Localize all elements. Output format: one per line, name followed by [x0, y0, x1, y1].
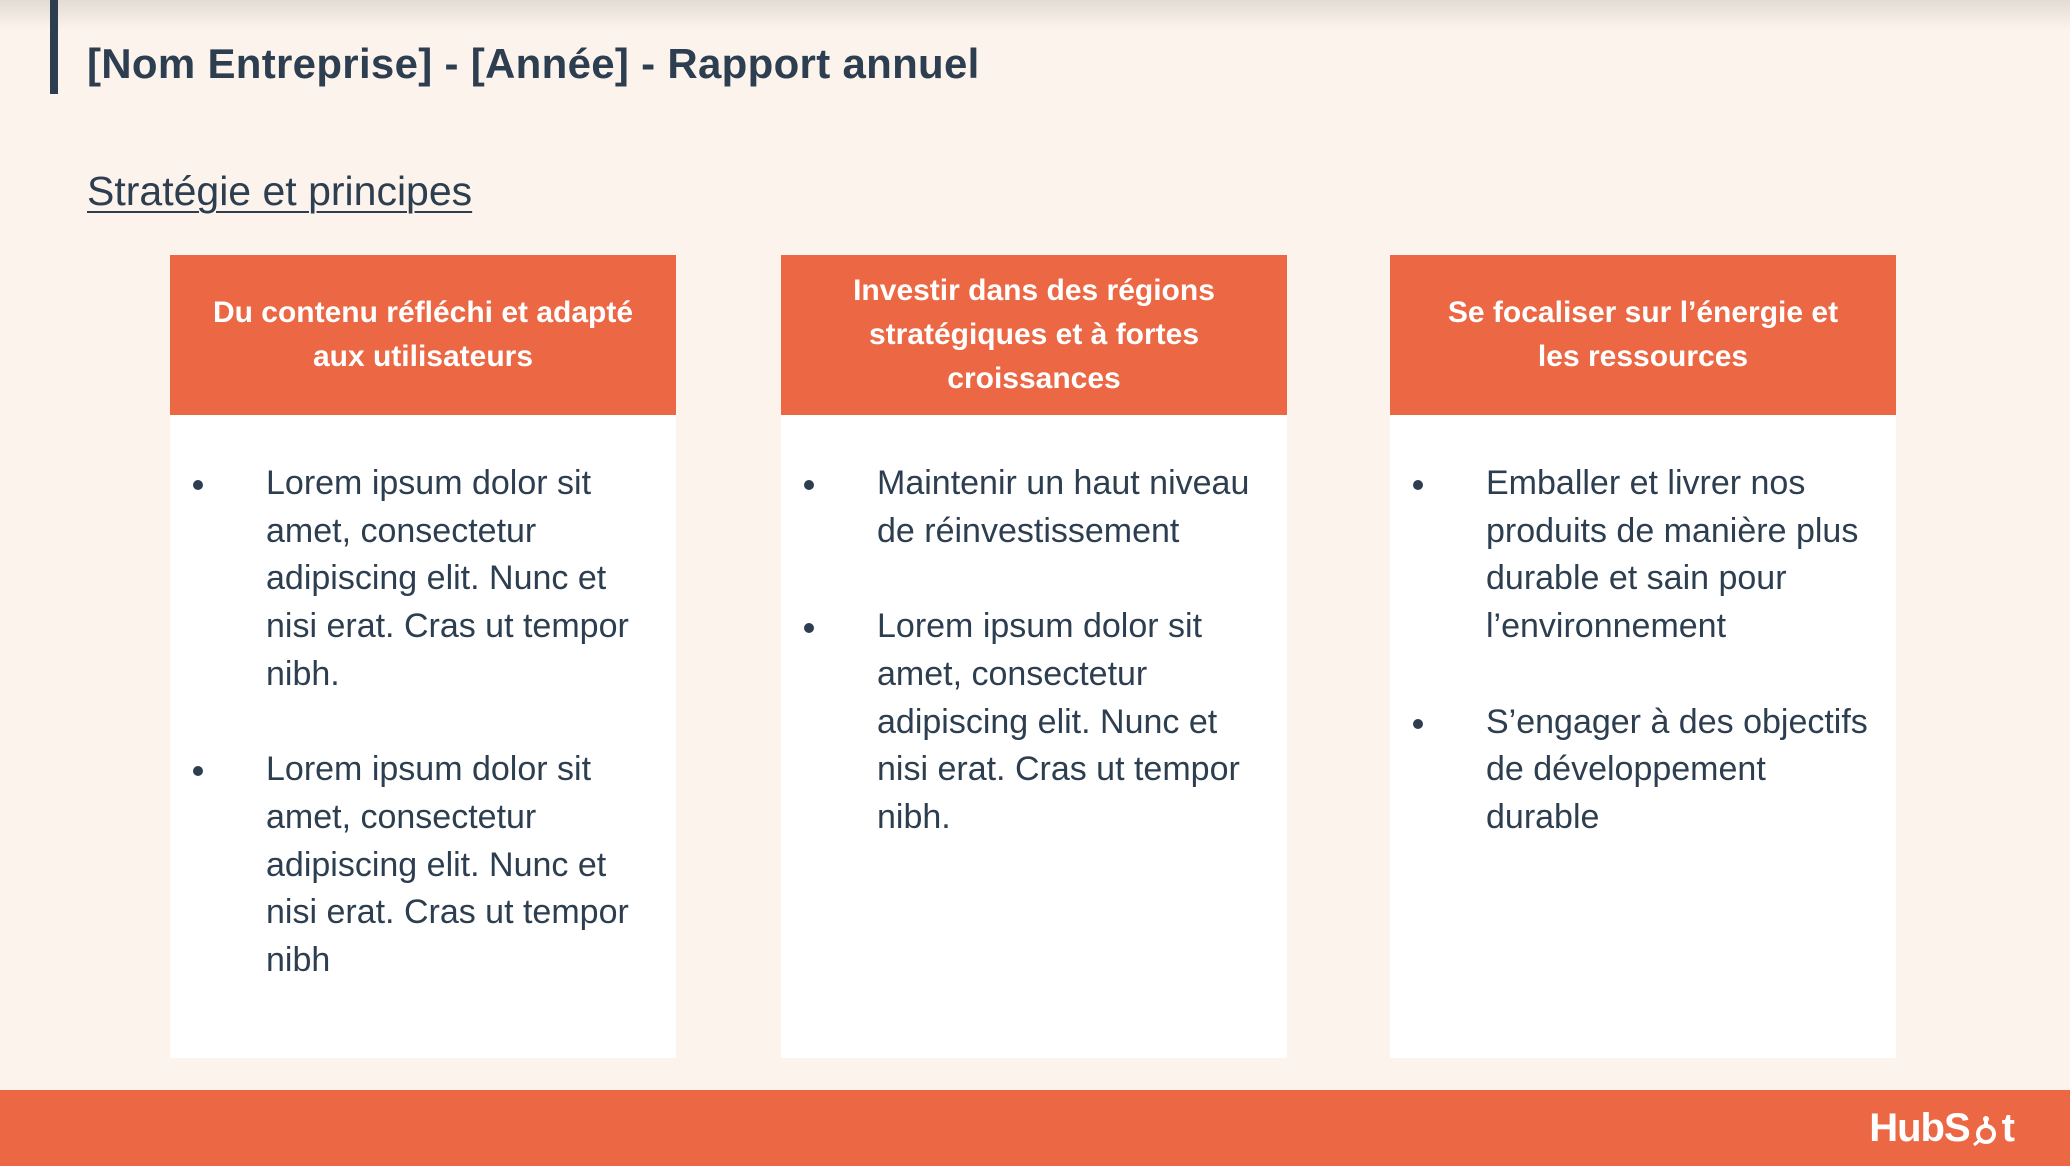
list-item-text: Maintenir un haut niveau de réinvestissement: [877, 464, 1250, 550]
list-item-text: Lorem ipsum dolor sit amet, consectetur adipiscing elit. Nunc et nisi erat. Cras ut tempor nibh.: [877, 607, 1240, 836]
list-item: [170, 460, 676, 699]
strategy-card-energy: [1390, 255, 1896, 1058]
list-item-text: Emballer et livrer nos produits de manière plus durable et sain pour l’environnement: [1486, 464, 1859, 646]
list-item-text: Lorem ipsum dolor sit amet, consectetur adipiscing elit. Nunc et nisi erat. Cras ut tempor nibh.: [266, 464, 629, 693]
bullet-icon: [804, 623, 814, 633]
logo-text-left: HubS: [1869, 1105, 1970, 1150]
list-item: [781, 460, 1287, 555]
hubspot-logo: [1869, 1106, 2014, 1150]
card-bullet-list: [1390, 460, 1896, 889]
strategy-card-regions: [781, 255, 1287, 1058]
list-item: [170, 746, 676, 985]
bullet-icon: [193, 480, 203, 490]
hubspot-sprocket-icon: [1971, 1111, 2001, 1141]
card-title: Du contenu réfléchi et adapté aux utilisateurs: [212, 296, 634, 373]
logo-text-right: t: [2001, 1105, 2014, 1150]
list-item: [781, 603, 1287, 842]
bullet-icon: [1413, 719, 1423, 729]
top-shadow: [0, 0, 2070, 30]
card-title: Investir dans des régions stratégiques et à fortes croissances: [853, 274, 1215, 395]
list-item: [1390, 460, 1896, 651]
card-title: Se focaliser sur l’énergie et les ressources: [1447, 296, 1839, 373]
card-header: [781, 255, 1287, 415]
bullet-icon: [804, 480, 814, 490]
footer-bar: [0, 1090, 2070, 1166]
document-title: [Nom Entreprise] - [Année] - Rapport annuel: [87, 40, 980, 87]
card-bullet-list: [781, 460, 1287, 889]
card-header: [170, 255, 676, 415]
list-item-text: Lorem ipsum dolor sit amet, consectetur adipiscing elit. Nunc et nisi erat. Cras ut tempor nibh: [266, 750, 629, 980]
card-header: [1390, 255, 1896, 415]
strategy-card-user-content: [170, 255, 676, 1058]
card-bullet-list: [170, 460, 676, 1032]
list-item-text: S’engager à des objectifs de développement durable: [1486, 702, 1868, 836]
section-title: Stratégie et principes: [87, 168, 473, 214]
title-accent-bar: [50, 0, 58, 94]
bullet-icon: [1413, 480, 1423, 490]
list-item: [1390, 699, 1896, 842]
bullet-icon: [193, 766, 203, 776]
